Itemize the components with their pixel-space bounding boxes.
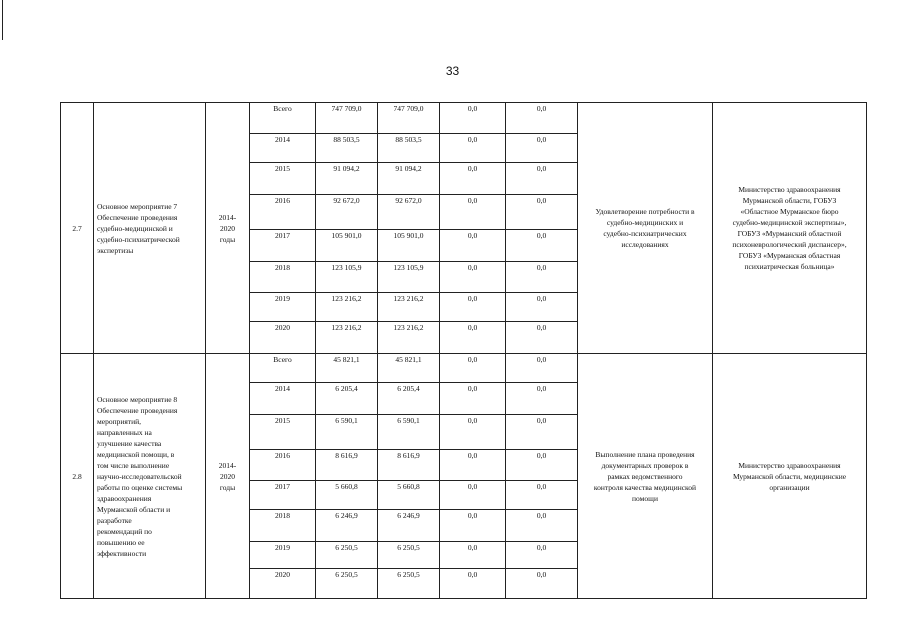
year-cell: 2016 bbox=[250, 195, 316, 230]
federal-cell: 0,0 bbox=[440, 450, 506, 481]
activity-name: Основное мероприятие 8 Обеспечение проведения мероприятий, направленных на улучшение качества медицинской помощи, в том числе выполнение научно-исследовательской работы по оценке системы здравоохранения Мурманской области и разработке рекомендаций по повышению ее эффективности bbox=[94, 354, 206, 599]
budget-cell: 123 105,9 bbox=[378, 262, 440, 293]
year-cell: 2015 bbox=[250, 163, 316, 195]
budget-cell: 123 216,2 bbox=[378, 322, 440, 354]
year-cell: 2018 bbox=[250, 510, 316, 542]
other-cell: 0,0 bbox=[506, 134, 578, 163]
other-cell: 0,0 bbox=[506, 230, 578, 262]
federal-cell: 0,0 bbox=[440, 103, 506, 134]
federal-cell: 0,0 bbox=[440, 293, 506, 322]
other-cell: 0,0 bbox=[506, 383, 578, 415]
total-cell: 105 901,0 bbox=[316, 230, 378, 262]
year-cell: 2020 bbox=[250, 322, 316, 354]
activity-period: 2014- 2020 годы bbox=[206, 103, 250, 354]
federal-cell: 0,0 bbox=[440, 415, 506, 450]
budget-cell: 91 094,2 bbox=[378, 163, 440, 195]
other-cell: 0,0 bbox=[506, 481, 578, 510]
year-cell: 2014 bbox=[250, 383, 316, 415]
year-cell: 2020 bbox=[250, 569, 316, 599]
total-cell: 6 590,1 bbox=[316, 415, 378, 450]
federal-cell: 0,0 bbox=[440, 195, 506, 230]
federal-cell: 0,0 bbox=[440, 262, 506, 293]
activity-number: 2.8 bbox=[61, 354, 94, 599]
page-number: 33 bbox=[445, 64, 460, 78]
total-cell: 6 250,5 bbox=[316, 569, 378, 599]
total-cell: 747 709,0 bbox=[316, 103, 378, 134]
total-cell: 92 672,0 bbox=[316, 195, 378, 230]
total-cell: 123 216,2 bbox=[316, 322, 378, 354]
total-cell: 91 094,2 bbox=[316, 163, 378, 195]
table-row bbox=[61, 103, 867, 134]
budget-cell: 6 250,5 bbox=[378, 569, 440, 599]
other-cell: 0,0 bbox=[506, 542, 578, 569]
year-cell: Всего bbox=[250, 103, 316, 134]
total-cell: 123 216,2 bbox=[316, 293, 378, 322]
budget-cell: 45 821,1 bbox=[378, 354, 440, 383]
other-cell: 0,0 bbox=[506, 195, 578, 230]
other-cell: 0,0 bbox=[506, 103, 578, 134]
federal-cell: 0,0 bbox=[440, 481, 506, 510]
federal-cell: 0,0 bbox=[440, 322, 506, 354]
budget-cell: 6 590,1 bbox=[378, 415, 440, 450]
other-cell: 0,0 bbox=[506, 293, 578, 322]
budget-cell: 123 216,2 bbox=[378, 293, 440, 322]
federal-cell: 0,0 bbox=[440, 383, 506, 415]
total-cell: 6 246,9 bbox=[316, 510, 378, 542]
federal-cell: 0,0 bbox=[440, 569, 506, 599]
responsible-executor: Министерство здравоохранения Мурманской области, медицинские организации bbox=[713, 354, 867, 599]
year-cell: 2017 bbox=[250, 230, 316, 262]
responsible-executor: Министерство здравоохранения Мурманской области, ГОБУЗ «Областное Мурманское бюро судебно-медицинской экспертизы», ГОБУЗ «Мурманский областной психоневрологический диспансер», ГОБУЗ «Мурманская областная психиатрическая больница» bbox=[713, 103, 867, 354]
budget-cell: 8 616,9 bbox=[378, 450, 440, 481]
total-cell: 45 821,1 bbox=[316, 354, 378, 383]
other-cell: 0,0 bbox=[506, 262, 578, 293]
expected-result: Удовлетворение потребности в судебно-медицинских и судебно-психиатрических исследованиях bbox=[578, 103, 713, 354]
budget-cell: 88 503,5 bbox=[378, 134, 440, 163]
other-cell: 0,0 bbox=[506, 415, 578, 450]
year-cell: Всего bbox=[250, 354, 316, 383]
total-cell: 88 503,5 bbox=[316, 134, 378, 163]
year-cell: 2018 bbox=[250, 262, 316, 293]
other-cell: 0,0 bbox=[506, 322, 578, 354]
other-cell: 0,0 bbox=[506, 354, 578, 383]
budget-cell: 6 205,4 bbox=[378, 383, 440, 415]
total-cell: 6 250,5 bbox=[316, 542, 378, 569]
budget-cell: 105 901,0 bbox=[378, 230, 440, 262]
federal-cell: 0,0 bbox=[440, 230, 506, 262]
budget-cell: 92 672,0 bbox=[378, 195, 440, 230]
year-cell: 2015 bbox=[250, 415, 316, 450]
federal-cell: 0,0 bbox=[440, 510, 506, 542]
total-cell: 6 205,4 bbox=[316, 383, 378, 415]
federal-cell: 0,0 bbox=[440, 542, 506, 569]
year-cell: 2014 bbox=[250, 134, 316, 163]
total-cell: 5 660,8 bbox=[316, 481, 378, 510]
year-cell: 2016 bbox=[250, 450, 316, 481]
federal-cell: 0,0 bbox=[440, 354, 506, 383]
budget-cell: 5 660,8 bbox=[378, 481, 440, 510]
activity-name: Основное мероприятие 7 Обеспечение проведения судебно-медицинской и судебно-психиатрической экспертизы bbox=[94, 103, 206, 354]
federal-cell: 0,0 bbox=[440, 134, 506, 163]
activity-period: 2014- 2020 годы bbox=[206, 354, 250, 599]
budget-cell: 6 246,9 bbox=[378, 510, 440, 542]
other-cell: 0,0 bbox=[506, 163, 578, 195]
table-row bbox=[61, 354, 867, 383]
other-cell: 0,0 bbox=[506, 510, 578, 542]
year-cell: 2019 bbox=[250, 293, 316, 322]
budget-cell: 6 250,5 bbox=[378, 542, 440, 569]
activity-number: 2.7 bbox=[61, 103, 94, 354]
other-cell: 0,0 bbox=[506, 569, 578, 599]
other-cell: 0,0 bbox=[506, 450, 578, 481]
total-cell: 8 616,9 bbox=[316, 450, 378, 481]
program-activities-table bbox=[60, 102, 867, 599]
expected-result: Выполнение плана проведения документарных проверок в рамках ведомственного контроля качества медицинской помощи bbox=[578, 354, 713, 599]
total-cell: 123 105,9 bbox=[316, 262, 378, 293]
year-cell: 2017 bbox=[250, 481, 316, 510]
year-cell: 2019 bbox=[250, 542, 316, 569]
page-edge-line bbox=[2, 0, 3, 40]
budget-cell: 747 709,0 bbox=[378, 103, 440, 134]
federal-cell: 0,0 bbox=[440, 163, 506, 195]
